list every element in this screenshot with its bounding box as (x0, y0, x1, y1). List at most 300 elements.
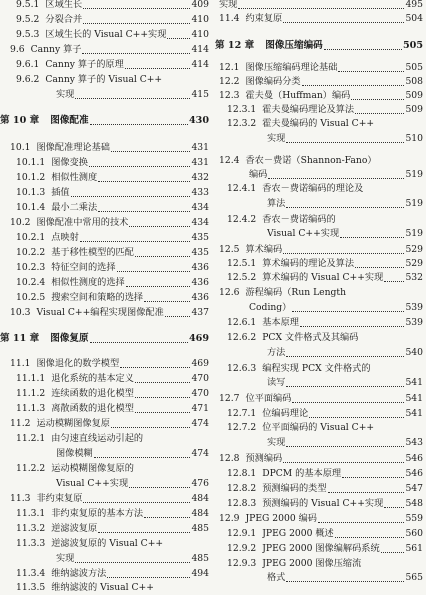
section-title: 方法 (267, 347, 286, 358)
toc-entry[interactable] (215, 346, 426, 360)
page-number: 485 (191, 553, 209, 564)
toc-entry[interactable] (215, 271, 426, 285)
page-number: 494 (191, 568, 209, 579)
page-number: 431 (191, 142, 209, 153)
section-number: 11.4 (219, 13, 240, 24)
section-number: 11.3.5 (16, 582, 46, 593)
page-number: 430 (188, 115, 209, 126)
section-title: 维纳滤波的 Visual C++ (51, 582, 154, 593)
dot-leader (167, 38, 190, 39)
page-number: 560 (405, 528, 423, 539)
section-number: 12.1 (219, 62, 240, 73)
dot-leader (120, 367, 190, 368)
dot-leader (238, 8, 404, 9)
section-title: 图像退化的数学模型 (36, 358, 120, 369)
page-number: 415 (191, 89, 209, 100)
section-number: 11.1 (10, 358, 31, 369)
section-number: 11.3.2 (16, 523, 46, 534)
page-number: 529 (405, 258, 423, 269)
dot-leader (117, 271, 191, 272)
page-number: 484 (191, 508, 209, 519)
toc-entry[interactable] (0, 477, 212, 491)
dot-leader (75, 98, 190, 99)
dot-leader (335, 537, 405, 538)
dot-leader (135, 256, 191, 257)
section-number: 12.5 (219, 244, 240, 255)
toc-entry[interactable] (0, 261, 212, 275)
page-number: 519 (405, 169, 423, 180)
section-title: 游程编码（Run Length (245, 287, 347, 298)
section-number: 12.8.3 (227, 498, 257, 509)
toc-entry[interactable] (0, 522, 212, 536)
dot-leader (129, 226, 190, 227)
toc-entry[interactable] (0, 43, 212, 57)
toc-entry[interactable] (0, 492, 212, 506)
section-number: 10.1 (10, 142, 31, 153)
toc-entry[interactable] (0, 567, 212, 581)
dot-leader (75, 562, 190, 563)
dot-leader (300, 326, 404, 327)
section-title: Canny 算子 (30, 44, 82, 55)
dot-leader (286, 207, 404, 208)
toc-entry[interactable] (0, 581, 212, 595)
section-title: 香农－费诺编码的理论及 (262, 183, 364, 194)
dot-leader (144, 517, 190, 518)
section-title: 霍夫曼编码理论及算法 (262, 104, 355, 115)
chapter-number: 第 12 章 (215, 40, 255, 51)
section-number: 10.2.1 (16, 232, 46, 243)
toc-entry[interactable] (215, 482, 426, 496)
section-title: 图像编码分类 (245, 76, 301, 87)
section-title: 最小二乘法 (51, 202, 98, 213)
section-title: 区域生长 (45, 0, 83, 10)
toc-entry[interactable] (0, 0, 212, 12)
section-number: 10.2.4 (16, 277, 46, 288)
dot-leader (283, 462, 404, 463)
page-number: 414 (191, 44, 209, 55)
dot-leader (328, 492, 405, 493)
section-title: 相似性测度 (51, 172, 98, 183)
page-number: 548 (405, 498, 423, 509)
section-title: 连续函数的退化模型 (51, 388, 134, 399)
section-title: 约束复原 (245, 13, 283, 24)
toc-entry[interactable] (0, 13, 212, 27)
section-number: 12.5.1 (227, 258, 257, 269)
section-title: 插值 (51, 187, 70, 198)
toc-entry[interactable] (0, 88, 212, 102)
section-number: 11.3 (10, 493, 31, 504)
toc-entry[interactable] (215, 301, 426, 315)
section-title: Visual C++编程实现图像配准 (36, 307, 164, 318)
section-number: 12.6.2 (227, 332, 257, 343)
page-number: 504 (405, 13, 423, 24)
section-title: Visual C++实现 (267, 228, 340, 239)
dot-leader (98, 211, 190, 212)
dot-leader (83, 23, 190, 24)
page-number: 470 (191, 373, 209, 384)
dot-leader (89, 166, 190, 167)
section-title: 图像配准中常用的技术 (36, 217, 129, 228)
page-number: 529 (405, 244, 423, 255)
dot-leader (340, 237, 404, 238)
section-title: Canny 算子的 Visual C++ (45, 74, 163, 85)
dot-leader (324, 49, 402, 50)
page-number: 433 (191, 187, 209, 198)
toc-entry[interactable] (215, 452, 426, 466)
toc-entry[interactable] (0, 231, 212, 245)
section-title: 分裂合并 (45, 14, 83, 25)
section-title: 编程实现 PCX 文件格式的 (262, 363, 371, 374)
page-number: 541 (405, 408, 423, 419)
chapter-title: 图像配准 (50, 115, 89, 126)
toc-entry[interactable] (0, 141, 212, 155)
toc-entry[interactable] (0, 73, 212, 87)
section-number: 11.2.1 (16, 433, 46, 444)
chapter-title: 图像压缩编码 (265, 40, 323, 51)
section-number: 12.4.2 (227, 214, 257, 225)
toc-entry[interactable] (215, 542, 426, 556)
section-number: 12.7 (219, 393, 240, 404)
section-title: 非约束复原 (36, 493, 83, 504)
dot-leader (342, 477, 404, 478)
section-title: PCX 文件格式及其编码 (262, 332, 359, 343)
toc-entry[interactable] (0, 432, 212, 446)
toc-entry[interactable] (215, 61, 426, 75)
dot-leader (338, 71, 404, 72)
toc-entry[interactable] (215, 213, 426, 227)
section-number: 12.3.1 (227, 104, 257, 115)
toc-entry[interactable] (215, 316, 426, 330)
section-title: 预测编码 (245, 453, 283, 464)
toc-entry[interactable] (0, 186, 212, 200)
page-number: 510 (405, 133, 423, 144)
toc-entry[interactable] (215, 392, 426, 406)
section-number: 12.9.3 (227, 558, 257, 569)
section-title: DPCM 的基本原理 (262, 468, 342, 479)
section-title: 图像配准理论基础 (36, 142, 110, 153)
section-title: 读写 (267, 377, 286, 388)
section-number: 10.2.3 (16, 262, 46, 273)
dot-leader (292, 402, 404, 403)
page-number: 469 (191, 358, 209, 369)
section-number: 11.3.1 (16, 508, 46, 519)
toc-entry[interactable] (0, 552, 212, 566)
section-title: Coding） (249, 302, 292, 313)
page-number: 539 (405, 317, 423, 328)
section-title: 位平面编码 (245, 393, 292, 404)
toc-entry[interactable] (0, 387, 212, 401)
section-number: 10.2.2 (16, 247, 46, 258)
section-number: 12.6.1 (227, 317, 257, 328)
page-number: 495 (405, 0, 423, 10)
section-number: 10.1.4 (16, 202, 46, 213)
toc-entry[interactable] (0, 306, 212, 320)
section-number: 12.9 (219, 513, 240, 524)
section-number: 9.5.3 (16, 29, 40, 40)
page-number: 410 (191, 14, 209, 25)
section-number: 12.8 (219, 453, 240, 464)
section-title: 图像变换 (51, 157, 88, 168)
section-number: 11.3.4 (16, 568, 46, 579)
section-number: 11.2.2 (16, 463, 46, 474)
section-title: 搜索空间和策略的选择 (51, 292, 144, 303)
section-title: 图像模糊 (56, 448, 93, 459)
section-number: 9.6 (10, 44, 25, 55)
section-number: 10.1.1 (16, 157, 46, 168)
dot-leader (126, 286, 191, 287)
section-number: 10.3 (10, 307, 31, 318)
toc-entry[interactable] (215, 376, 426, 390)
section-number: 12.4 (219, 155, 240, 166)
section-title: 算术编码 (245, 244, 283, 255)
toc-entry[interactable] (0, 291, 212, 305)
toc-entry[interactable] (215, 132, 426, 146)
toc-entry[interactable] (0, 28, 212, 42)
toc-entry[interactable] (215, 39, 426, 53)
section-title: 预测编码的 Visual C++实现 (262, 498, 384, 509)
toc-entry[interactable] (0, 537, 212, 551)
section-title: Visual C++实现 (56, 478, 129, 489)
section-title: 运动模糊图像复原 (36, 418, 110, 429)
section-title: 维纳滤波方法 (51, 568, 107, 579)
toc-entry[interactable] (215, 168, 426, 182)
toc-entry[interactable] (0, 216, 212, 230)
section-title: Canny 算子的原理 (45, 59, 124, 70)
page-number: 519 (405, 228, 423, 239)
dot-leader (83, 502, 190, 503)
toc-entry[interactable] (215, 117, 426, 131)
section-title: 退化系统的基本定义 (51, 373, 134, 384)
section-number: 12.5.2 (227, 272, 257, 283)
page-number: 410 (191, 29, 209, 40)
section-title: 香农－费诺（Shannon-Fano） (245, 155, 377, 166)
dot-leader (80, 241, 191, 242)
section-title: 基于移性模型的匹配 (51, 247, 134, 258)
dot-leader (111, 427, 190, 428)
page-number: 541 (405, 377, 423, 388)
dot-leader (292, 311, 404, 312)
section-number: 12.8.1 (227, 468, 257, 479)
toc-entry[interactable] (0, 332, 212, 346)
toc-entry[interactable] (215, 571, 426, 585)
section-title: JPEG 2000 图像压缩流 (262, 558, 362, 569)
page-number: 540 (405, 347, 423, 358)
section-title: 位平面编码的 Visual C++ (262, 422, 375, 433)
toc-entry[interactable] (215, 331, 426, 345)
page-number: 474 (191, 448, 209, 459)
section-title: 图像压缩编码理论基础 (245, 62, 338, 73)
dot-leader (98, 532, 190, 533)
toc-entry[interactable] (215, 103, 426, 117)
dot-leader (82, 53, 190, 54)
page-number: 541 (405, 393, 423, 404)
page-number: 519 (405, 198, 423, 209)
dot-leader (286, 142, 404, 143)
page-number: 485 (191, 523, 209, 534)
dot-leader (90, 124, 188, 125)
dot-leader (98, 181, 190, 182)
section-number: 12.6 (219, 287, 240, 298)
page-number: 505 (405, 62, 423, 73)
toc-entry[interactable] (215, 243, 426, 257)
section-title: 特征空间的选择 (51, 262, 116, 273)
toc-entry[interactable] (0, 417, 212, 431)
section-title: 香农－费诺编码的 (262, 214, 336, 225)
section-number: 10.1.2 (16, 172, 46, 183)
toc-entry[interactable] (215, 75, 426, 89)
dot-leader (107, 577, 190, 578)
toc-entry[interactable] (215, 227, 426, 241)
section-number: 9.6.2 (16, 74, 40, 85)
page-number: 547 (405, 483, 423, 494)
toc-entry[interactable] (0, 276, 212, 290)
toc-entry[interactable] (0, 372, 212, 386)
page-number: 436 (191, 262, 209, 273)
section-number: 12.4.1 (227, 183, 257, 194)
dot-leader (283, 22, 404, 23)
toc-entry[interactable] (0, 201, 212, 215)
section-title: 实现 (219, 0, 238, 10)
section-title: 位编码理论 (262, 408, 309, 419)
page-number: 469 (188, 333, 209, 344)
section-title: 算术编码的理论及算法 (262, 258, 355, 269)
section-number: 9.5.1 (16, 0, 40, 10)
dot-leader (355, 113, 404, 114)
section-title: 相似性测度的选择 (51, 277, 125, 288)
toc-entry[interactable] (215, 421, 426, 435)
section-title: JPEG 2000 图像编解码系统 (262, 543, 380, 554)
dot-leader (90, 342, 188, 343)
section-title: 编码 (249, 169, 268, 180)
section-title: 非约束复原的基本方法 (51, 508, 144, 519)
page-number: 436 (191, 277, 209, 288)
section-number: 12.7.1 (227, 408, 257, 419)
dot-leader (355, 267, 404, 268)
section-title: JPEG 2000 编码 (245, 513, 317, 524)
toc-entry[interactable] (215, 407, 426, 421)
page-number: 559 (405, 513, 423, 524)
toc-entry[interactable] (215, 197, 426, 211)
section-title: 霍夫曼编码的 Visual C++ (262, 118, 375, 129)
section-number: 9.5.2 (16, 14, 40, 25)
section-number: 12.3.2 (227, 118, 257, 129)
toc-entry[interactable] (215, 557, 426, 571)
chapter-number: 第 11 章 (0, 333, 40, 344)
toc-entry[interactable] (215, 467, 426, 481)
section-number: 12.6.3 (227, 363, 257, 374)
page-number: 474 (191, 418, 209, 429)
toc-entry[interactable] (0, 447, 212, 461)
toc-entry[interactable] (0, 246, 212, 260)
toc-entry[interactable] (0, 507, 212, 521)
section-title: 预测编码的类型 (262, 483, 327, 494)
page-number: 470 (191, 388, 209, 399)
toc-entry[interactable] (215, 257, 426, 271)
dot-leader (165, 316, 191, 317)
section-title: JPEG 2000 概述 (262, 528, 334, 539)
toc-entry[interactable] (0, 114, 212, 128)
dot-leader (286, 386, 404, 387)
section-number: 12.3 (219, 90, 240, 101)
section-number: 12.8.2 (227, 483, 257, 494)
page-number: 508 (405, 76, 423, 87)
section-number: 11.1.3 (16, 403, 46, 414)
section-number: 12.9.1 (227, 528, 257, 539)
dot-leader (144, 301, 190, 302)
dot-leader (309, 417, 404, 418)
dot-leader (71, 196, 191, 197)
toc-entry[interactable] (0, 402, 212, 416)
page-number: 434 (191, 217, 209, 228)
toc-entry[interactable] (0, 156, 212, 170)
section-title: 霍夫曼（Huffman）编码 (245, 90, 351, 101)
page-number: 435 (191, 247, 209, 258)
toc-entry[interactable] (215, 436, 426, 450)
toc-entry[interactable] (0, 171, 212, 185)
chapter-title: 图像复原 (50, 333, 89, 344)
section-title: 实现 (56, 89, 75, 100)
toc-entry[interactable] (215, 89, 426, 103)
page-number: 409 (191, 0, 209, 10)
toc-entry[interactable] (215, 154, 426, 168)
dot-leader (135, 397, 191, 398)
page-number: 565 (405, 572, 423, 583)
page-number: 476 (191, 478, 209, 489)
section-number: 9.6.1 (16, 59, 40, 70)
section-number: 12.9.2 (227, 543, 257, 554)
page-number: 561 (405, 543, 423, 554)
toc-entry[interactable] (215, 512, 426, 526)
toc-entry[interactable] (215, 0, 426, 12)
section-title: 基本原理 (262, 317, 299, 328)
page-number: 532 (405, 272, 423, 283)
section-number: 10.1.3 (16, 187, 46, 198)
toc-entry[interactable] (0, 58, 212, 72)
dot-leader (318, 522, 404, 523)
dot-leader (135, 412, 191, 413)
dot-leader (381, 552, 405, 553)
toc-entry[interactable] (215, 362, 426, 376)
toc-entry[interactable] (215, 12, 426, 26)
dot-leader (351, 99, 404, 100)
section-title: 逆滤波复原的 Visual C++ (51, 538, 164, 549)
section-number: 11.2 (10, 418, 31, 429)
page-number: 471 (191, 403, 209, 414)
toc-entry[interactable] (215, 497, 426, 511)
dot-leader (286, 356, 404, 357)
section-number: 12.7.2 (227, 422, 257, 433)
page-number: 546 (405, 453, 423, 464)
toc-entry[interactable] (0, 357, 212, 371)
page-number: 539 (405, 302, 423, 313)
page-number: 431 (191, 157, 209, 168)
section-title: 逆滤波复原 (51, 523, 98, 534)
toc-entry[interactable] (0, 462, 212, 476)
section-title: 实现 (56, 553, 75, 564)
toc-entry[interactable] (215, 182, 426, 196)
toc-entry[interactable] (215, 286, 426, 300)
dot-leader (384, 507, 404, 508)
dot-leader (286, 446, 404, 447)
section-number: 10.2 (10, 217, 31, 228)
page-number: 432 (191, 172, 209, 183)
toc-entry[interactable] (215, 527, 426, 541)
section-title: 实现 (267, 437, 286, 448)
page-number: 505 (402, 40, 423, 51)
dot-leader (268, 178, 404, 179)
page-number: 434 (191, 202, 209, 213)
page-number: 437 (191, 307, 209, 318)
